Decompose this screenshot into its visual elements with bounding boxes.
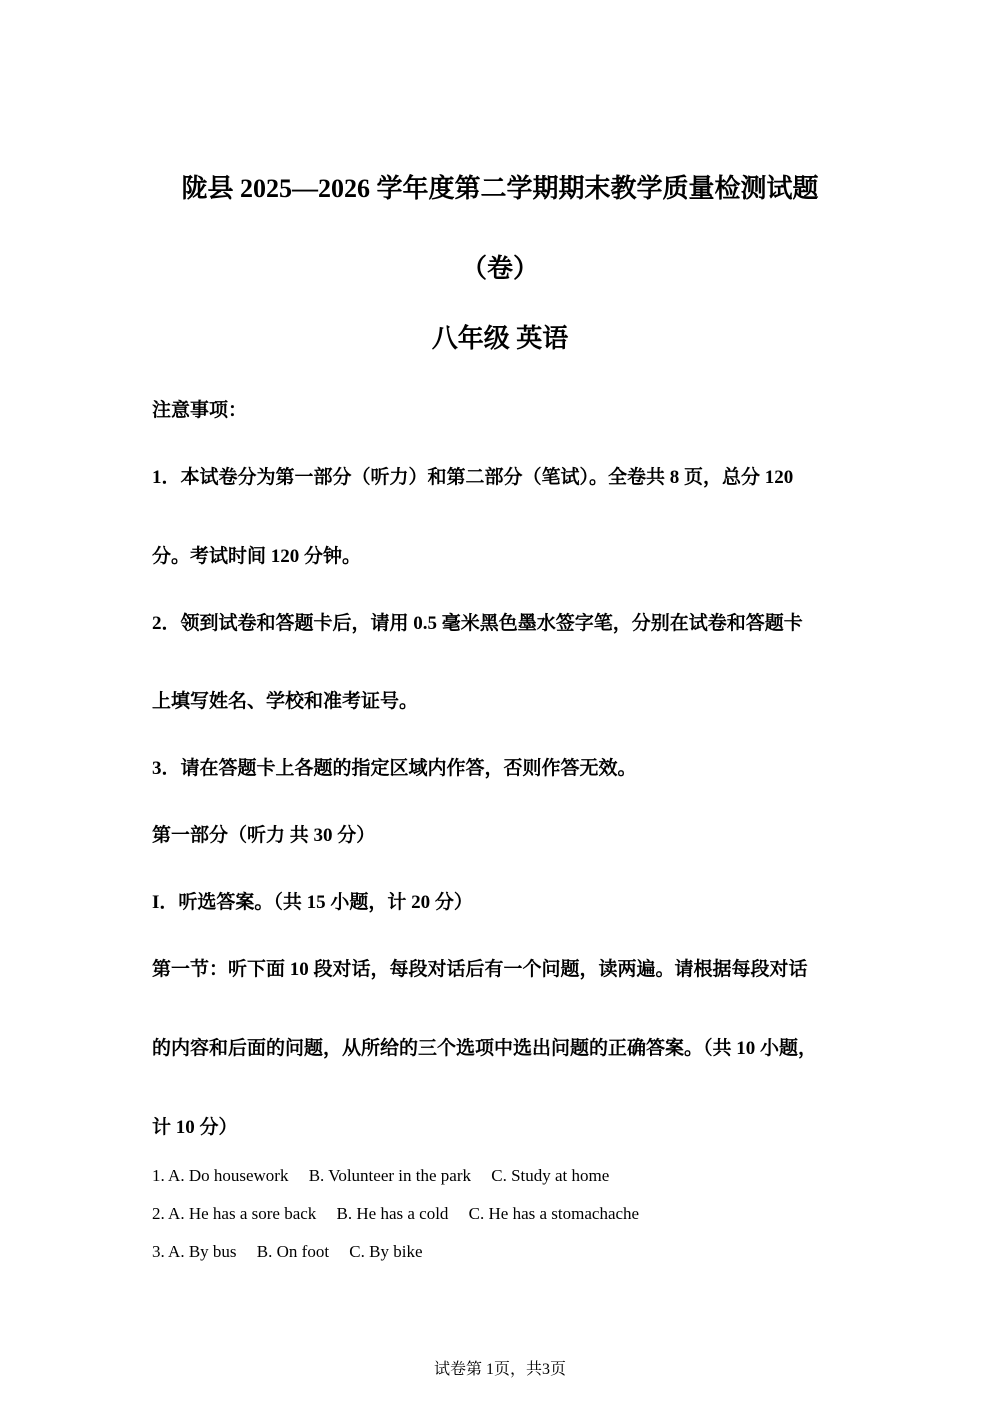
question-2-option-c: C. He has a stomachache [468, 1204, 640, 1223]
page-footer: 试卷第 1页，共3页 [433, 1361, 566, 1378]
note-1-line-1: 1．本试卷分为第一部分（听力）和第二部分（笔试）。全卷共 8 页，总分 120 [152, 467, 794, 488]
question-2 [152, 1204, 655, 1224]
section-title: I．听选答案。（共 15 小题，计 20 分） [152, 892, 473, 913]
part1-heading: 第一部分（听力 共 30 分） [152, 825, 376, 846]
note-2-line-1: 2．领到试卷和答题卡后，请用 0.5 毫米黑色墨水签字笔，分别在试卷和答题卡 [152, 613, 803, 634]
question-3 [152, 1242, 439, 1262]
question-2-option-b: B. He has a cold [336, 1204, 449, 1223]
note-1-line-2: 分。考试时间 120 分钟。 [152, 546, 362, 567]
notes-heading: 注意事项： [152, 400, 248, 421]
question-1-option-c: C. Study at home [491, 1166, 610, 1185]
question-1-option-b: B. Volunteer in the park [308, 1166, 471, 1185]
question-1 [152, 1166, 625, 1186]
question-3-option-b: B. On foot [256, 1242, 330, 1261]
instruction-line-2: 的内容和后面的问题，从所给的三个选项中选出问题的正确答案。（共 10 小题， [152, 1038, 818, 1059]
question-3-option-c: C. By bike [349, 1242, 423, 1261]
exam-title: 陇县 2025—2026 学年度第二学期期末教学质量检测试题 [181, 174, 819, 203]
note-2-line-2: 上填写姓名、学校和准考证号。 [152, 691, 419, 712]
question-3-option-a: 3. A. By bus [152, 1242, 237, 1261]
exam-title-paper: （卷） [460, 254, 539, 283]
question-1-option-a: 1. A. Do housework [152, 1166, 289, 1185]
question-2-option-a: 2. A. He has a sore back [152, 1204, 317, 1223]
exam-subject: 八年级 英语 [431, 324, 569, 353]
instruction-line-3: 计 10 分） [152, 1117, 238, 1138]
note-3: 3．请在答题卡上各题的指定区域内作答，否则作答无效。 [152, 758, 637, 779]
instruction-line-1: 第一节：听下面 10 段对话，每段对话后有一个问题，读两遍。请根据每段对话 [152, 959, 808, 980]
